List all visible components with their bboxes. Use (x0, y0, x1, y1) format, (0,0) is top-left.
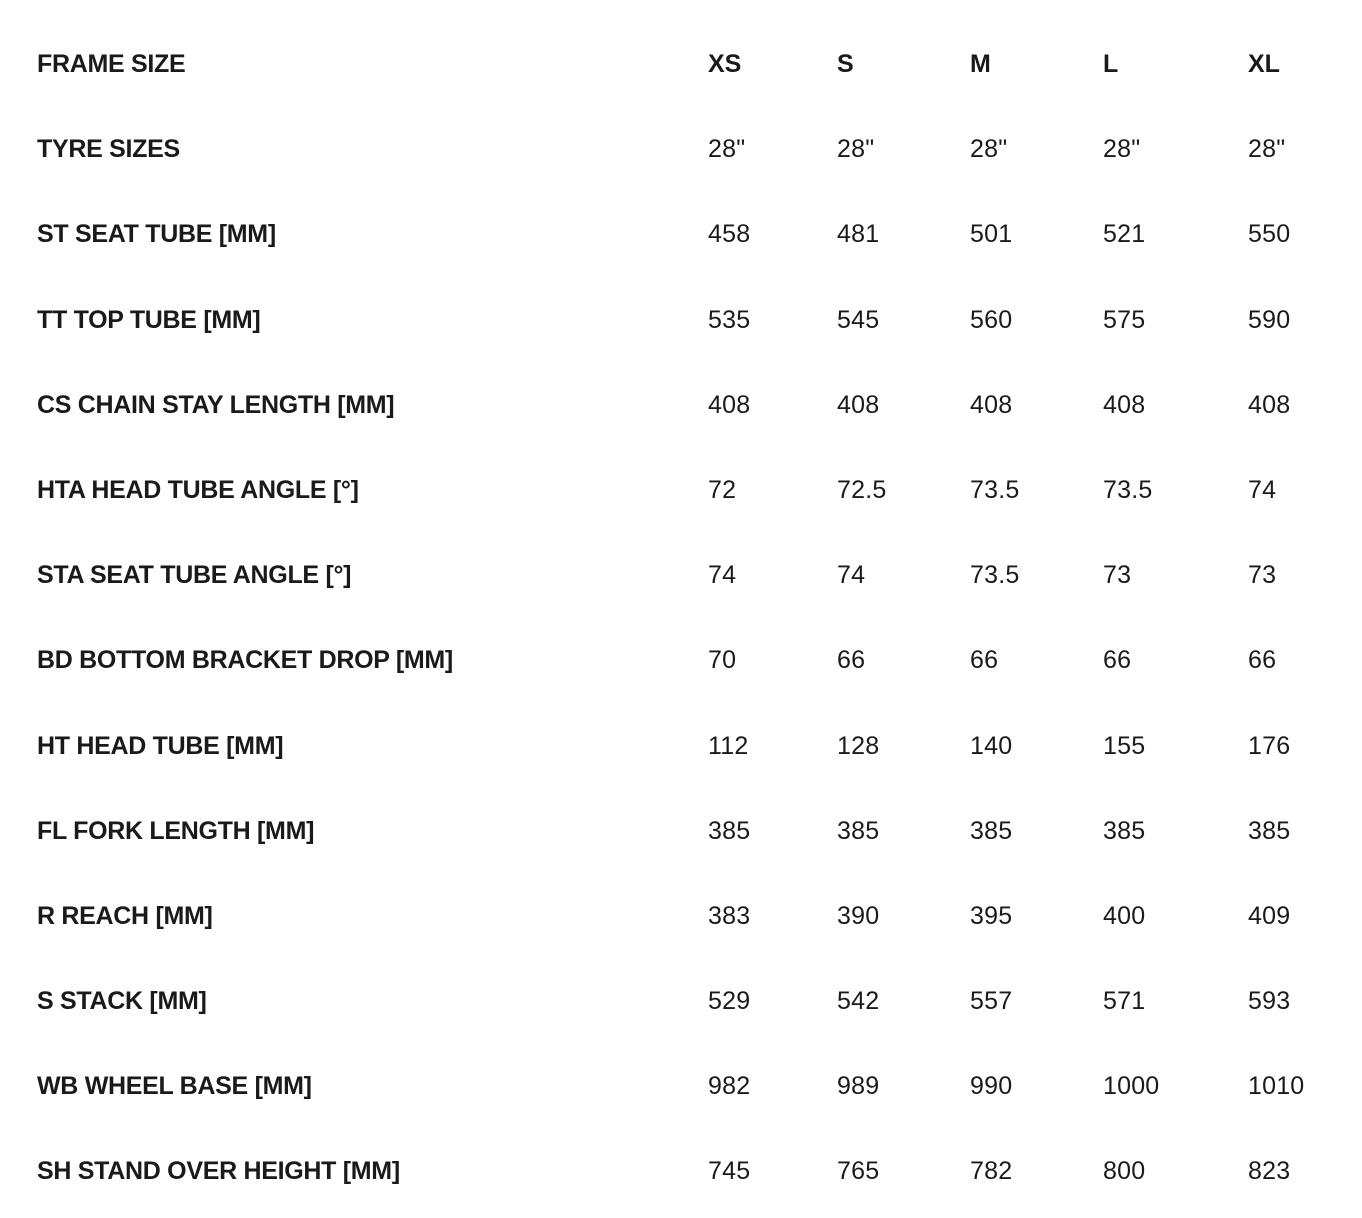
value-xl: 385 (1248, 816, 1291, 845)
value-xl: 28" (1248, 135, 1286, 164)
value-s: 765 (837, 1157, 880, 1186)
table-row (37, 192, 1337, 277)
value-xs: 745 (708, 1157, 751, 1186)
table-row (37, 618, 1337, 703)
value-m: 73.5 (970, 475, 1020, 504)
value-m: 140 (970, 731, 1013, 760)
table-row (37, 448, 1337, 533)
value-xs: 408 (708, 390, 751, 419)
row-label: ST SEAT TUBE [MM] (37, 220, 276, 249)
value-s: 128 (837, 731, 880, 760)
row-label: HTA HEAD TUBE ANGLE [°] (37, 475, 359, 504)
table-row (37, 1044, 1337, 1129)
value-l: 73 (1103, 561, 1132, 590)
value-l: 28" (1103, 135, 1141, 164)
value-l: 800 (1103, 1157, 1146, 1186)
value-xs: 385 (708, 816, 751, 845)
value-m: 557 (970, 987, 1013, 1016)
value-m: 501 (970, 220, 1013, 249)
value-l: 571 (1103, 987, 1146, 1016)
table-row (37, 874, 1337, 959)
table-body (37, 107, 1337, 1214)
value-l: 385 (1103, 816, 1146, 845)
size-header-xs: XS (708, 50, 742, 78)
value-xs: 28" (708, 135, 746, 164)
size-header-s: S (837, 50, 854, 78)
row-label: TT TOP TUBE [MM] (37, 305, 261, 334)
value-xs: 70 (708, 646, 737, 675)
value-l: 66 (1103, 646, 1132, 675)
table-row (37, 704, 1337, 789)
value-l: 575 (1103, 305, 1146, 334)
frame-size-label: FRAME SIZE (37, 50, 186, 78)
header-row (37, 22, 1337, 107)
value-m: 395 (970, 901, 1013, 930)
value-s: 74 (837, 561, 866, 590)
value-xl: 66 (1248, 646, 1277, 675)
value-s: 545 (837, 305, 880, 334)
value-m: 408 (970, 390, 1013, 419)
value-xl: 590 (1248, 305, 1291, 334)
value-xl: 176 (1248, 731, 1291, 760)
value-xl: 550 (1248, 220, 1291, 249)
value-m: 385 (970, 816, 1013, 845)
value-s: 989 (837, 1072, 880, 1101)
value-s: 408 (837, 390, 880, 419)
value-xl: 1010 (1248, 1072, 1305, 1101)
value-xl: 823 (1248, 1157, 1291, 1186)
value-s: 28" (837, 135, 875, 164)
table-row (37, 363, 1337, 448)
row-label: SH STAND OVER HEIGHT [MM] (37, 1157, 400, 1186)
row-label: TYRE SIZES (37, 135, 180, 164)
row-label: STA SEAT TUBE ANGLE [°] (37, 561, 352, 590)
table-row (37, 107, 1337, 192)
table-row (37, 278, 1337, 363)
row-label: S STACK [MM] (37, 987, 207, 1016)
value-s: 481 (837, 220, 880, 249)
value-xl: 409 (1248, 901, 1291, 930)
value-m: 66 (970, 646, 999, 675)
table-row (37, 1129, 1337, 1214)
value-s: 390 (837, 901, 880, 930)
value-l: 1000 (1103, 1072, 1160, 1101)
size-header-xl: XL (1248, 50, 1280, 78)
value-xl: 408 (1248, 390, 1291, 419)
row-label: FL FORK LENGTH [MM] (37, 816, 315, 845)
value-xs: 535 (708, 305, 751, 334)
size-header-m: M (970, 50, 991, 78)
value-l: 408 (1103, 390, 1146, 419)
value-l: 155 (1103, 731, 1146, 760)
value-s: 542 (837, 987, 880, 1016)
size-header-l: L (1103, 50, 1119, 78)
row-label: CS CHAIN STAY LENGTH [MM] (37, 390, 395, 419)
value-m: 560 (970, 305, 1013, 334)
value-m: 990 (970, 1072, 1013, 1101)
value-xs: 383 (708, 901, 751, 930)
row-label: BD BOTTOM BRACKET DROP [MM] (37, 646, 453, 675)
value-xl: 74 (1248, 475, 1277, 504)
table-row (37, 533, 1337, 618)
value-l: 400 (1103, 901, 1146, 930)
value-m: 28" (970, 135, 1008, 164)
value-xs: 74 (708, 561, 737, 590)
value-xs: 458 (708, 220, 751, 249)
value-xl: 593 (1248, 987, 1291, 1016)
value-m: 782 (970, 1157, 1013, 1186)
geometry-table (37, 22, 1337, 1215)
value-s: 385 (837, 816, 880, 845)
value-m: 73.5 (970, 561, 1020, 590)
value-xs: 72 (708, 475, 737, 504)
row-label: R REACH [MM] (37, 901, 213, 930)
row-label: WB WHEEL BASE [MM] (37, 1072, 312, 1101)
table-row (37, 959, 1337, 1044)
value-xs: 982 (708, 1072, 751, 1101)
value-s: 66 (837, 646, 866, 675)
value-l: 73.5 (1103, 475, 1153, 504)
value-l: 521 (1103, 220, 1146, 249)
value-xs: 112 (708, 731, 749, 760)
table-row (37, 789, 1337, 874)
value-s: 72.5 (837, 475, 887, 504)
value-xs: 529 (708, 987, 751, 1016)
row-label: HT HEAD TUBE [MM] (37, 731, 284, 760)
value-xl: 73 (1248, 561, 1277, 590)
